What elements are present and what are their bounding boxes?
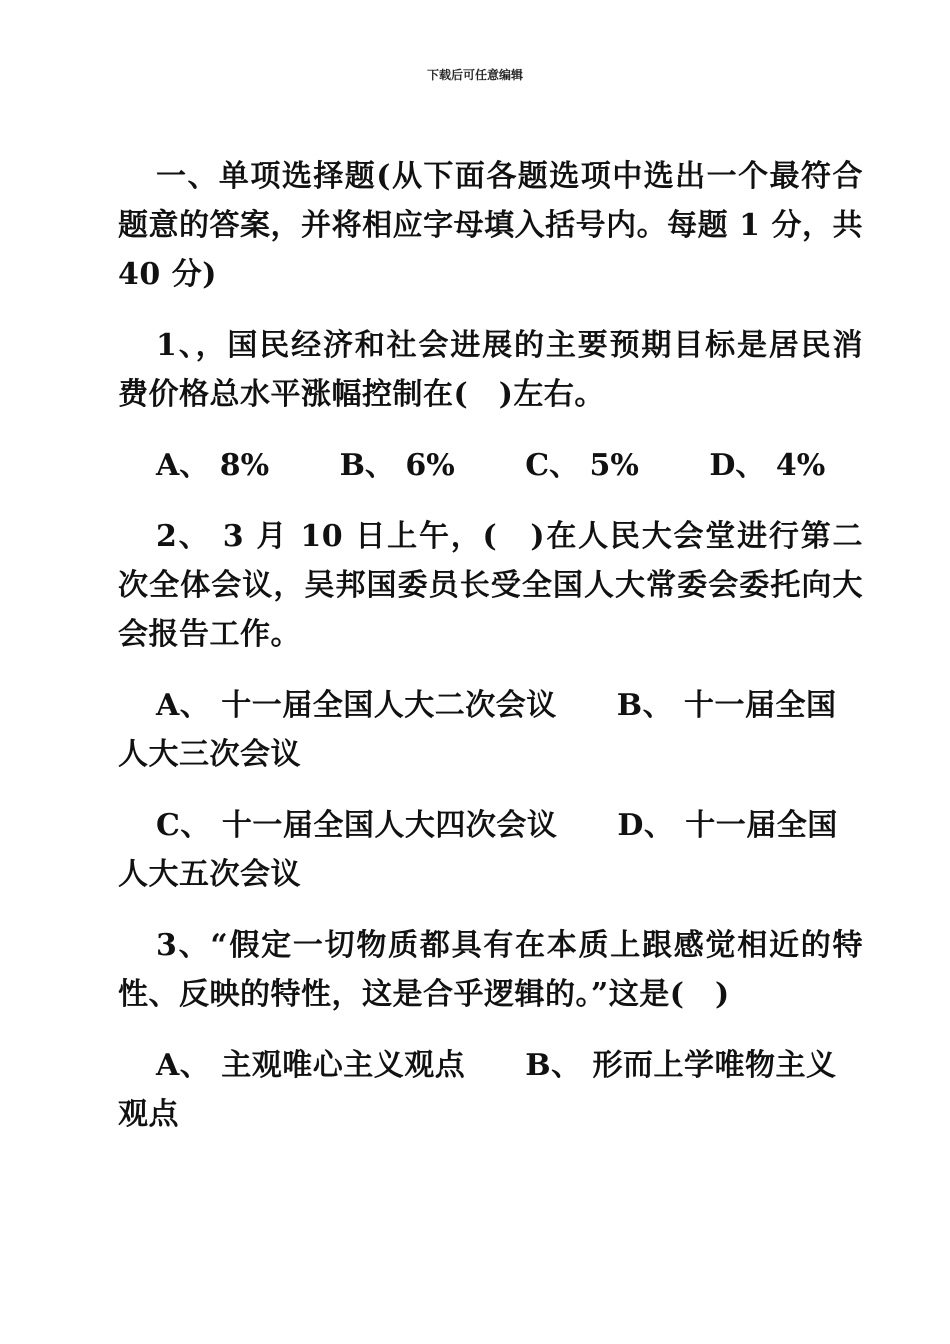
section-title: 一、单项选择题(从下面各题选项中选出一个最符合题意的答案，并将相应字母填入括号内。每题 1 分，共 40 分) <box>118 159 863 292</box>
question-3-option-a: A、 主观唯心主义观点 <box>156 1048 466 1083</box>
question-2-options-cd <box>118 801 863 899</box>
document-body <box>118 152 863 1161</box>
question-3-options-ab <box>118 1041 863 1139</box>
question-2-option-c: C、 十一届全国人大四次会议 <box>156 808 558 843</box>
page-header: 下载后可任意编辑 <box>426 68 523 82</box>
question-2-option-a: A、 十一届全国人大二次会议 <box>156 688 557 723</box>
question-3-option-b: B、 形而上学唯物主义观点 <box>118 1048 837 1132</box>
question-1-stem: 1、，国民经济和社会进展的主要预期目标是居民消费价格总水平涨幅控制在( )左右。 <box>118 328 863 412</box>
question-1-option-c: C、 5% <box>525 448 639 483</box>
question-1-options <box>118 441 863 490</box>
question-1-option-d: D、 4% <box>709 448 826 483</box>
question-2-options-ab <box>118 681 863 779</box>
question-2-option-d: D、 十一届全国人大五次会议 <box>118 808 838 892</box>
question-2-option-b: B、 十一届全国人大三次会议 <box>118 688 837 772</box>
question-2-stem: 2、 3 月 10 日上午，( )在人民大会堂进行第二次全体会议，吴邦国委员长受全国人大常委会委托向大会报告工作。 <box>118 519 863 652</box>
question-3-stem: 3、“假定一切物质都具有在本质上跟感觉相近的特性、反映的特性，这是合乎逻辑的。”这是( ) <box>118 928 863 1012</box>
question-1-option-b: B、 6% <box>339 448 455 483</box>
question-1-option-a: A、 8% <box>156 448 270 483</box>
